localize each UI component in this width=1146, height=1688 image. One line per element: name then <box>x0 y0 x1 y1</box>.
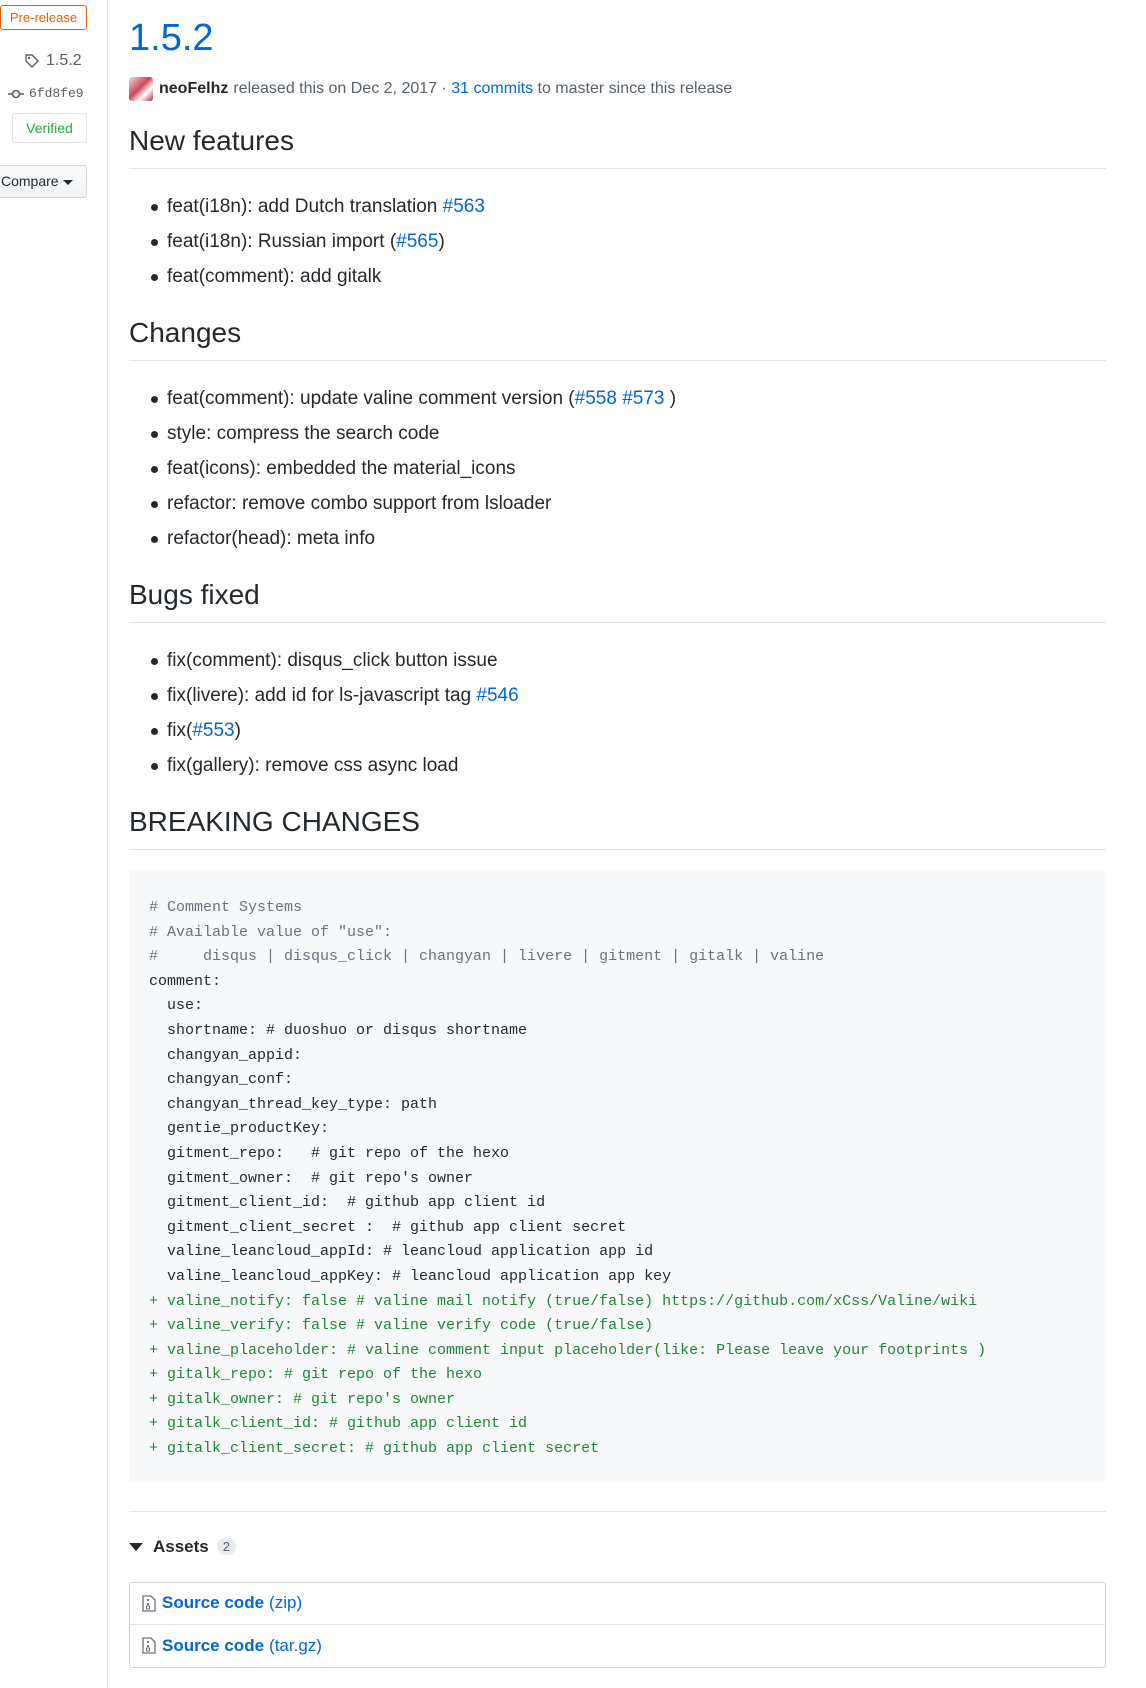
heading-new-features: New features <box>129 124 1106 169</box>
asset-name[interactable]: Source code <box>162 1635 265 1655</box>
author-link[interactable]: neoFelhz <box>159 80 229 97</box>
code-line: + gitalk_client_secret: # github app client secret <box>149 1440 600 1458</box>
list-item: feat(comment): add gitalk <box>129 259 1106 294</box>
code-line: comment: <box>149 972 222 990</box>
list-item: fix(gallery): remove css async load <box>129 748 1106 783</box>
code-line: gentie_productKey: <box>149 1120 330 1138</box>
code-line: gitment_repo: # git repo of the hexo <box>149 1144 510 1162</box>
new-features-list <box>129 189 1106 294</box>
release-byline <box>129 76 1106 102</box>
changes-list <box>129 381 1106 556</box>
code-line: gitment_client_secret : # github app client secret <box>149 1218 627 1236</box>
issue-link[interactable]: #553 <box>192 720 235 741</box>
since-text: to master since this release <box>537 80 733 97</box>
file-zip-icon <box>142 1595 156 1612</box>
code-line: changyan_conf: <box>149 1071 294 1089</box>
verified-badge[interactable]: Verified <box>12 113 87 143</box>
list-item: feat(icons): embedded the material_icons <box>129 451 1106 486</box>
assets-label: Assets <box>153 1536 209 1556</box>
asset-kind: (tar.gz) <box>269 1635 322 1655</box>
list-item: feat(comment): update valine comment version (#558 #573 ) <box>129 381 1106 416</box>
assets-list <box>129 1582 1106 1668</box>
code-line: + valine_verify: false # valine verify code (true/false) <box>149 1317 654 1335</box>
asset-row[interactable] <box>130 1625 1105 1667</box>
asset-name[interactable]: Source code <box>162 1593 265 1613</box>
code-line: use: <box>149 997 204 1015</box>
code-line: + valine_notify: false # valine mail notify (true/false) https://github.com/xCss/Valine/wiki <box>149 1292 978 1310</box>
issue-link[interactable]: #565 <box>396 231 439 252</box>
heading-changes: Changes <box>129 316 1106 361</box>
released-text: released this on Dec 2, 2017 · <box>233 80 447 97</box>
compare-label: Compare <box>1 173 59 189</box>
code-line: + valine_placeholder: # valine comment input placeholder(like: Please leave your footprints ) <box>149 1341 987 1359</box>
avatar[interactable] <box>129 77 153 101</box>
code-line: gitment_client_id: # github app client id <box>149 1194 546 1212</box>
triangle-down-icon <box>129 1543 143 1551</box>
code-line: # disqus | disqus_click | changyan | livere | gitment | gitalk | valine <box>149 948 825 966</box>
divider <box>129 1511 1106 1512</box>
asset-row[interactable] <box>130 1583 1105 1625</box>
code-line: changyan_appid: <box>149 1046 303 1064</box>
commit-icon <box>8 88 24 100</box>
code-line: + gitalk_client_id: # github app client id <box>149 1415 528 1433</box>
code-line: gitment_owner: # git repo's owner <box>149 1169 474 1187</box>
code-line: # Comment Systems <box>149 899 303 916</box>
code-line: # Available value of "use": <box>149 923 393 941</box>
issue-link[interactable]: #573 <box>622 388 665 409</box>
issue-link[interactable]: #563 <box>442 196 485 217</box>
issue-link[interactable]: #546 <box>476 685 519 706</box>
tag-label: 1.5.2 <box>46 52 82 69</box>
release-title[interactable]: 1.5.2 <box>129 17 214 59</box>
list-item: fix(#553) <box>129 713 1106 748</box>
list-item: fix(livere): add id for ls-javascript tag #546 <box>129 678 1106 713</box>
code-block <box>129 870 1106 1482</box>
asset-kind: (zip) <box>269 1593 303 1613</box>
heading-bugs-fixed: Bugs fixed <box>129 578 1106 623</box>
compare-button[interactable] <box>0 165 87 198</box>
list-item: style: compress the search code <box>129 416 1106 451</box>
list-item: refactor(head): meta info <box>129 521 1106 556</box>
list-item: feat(i18n): add Dutch translation #563 <box>129 189 1106 224</box>
list-item: feat(i18n): Russian import (#565) <box>129 224 1106 259</box>
code-line: valine_leancloud_appId: # leancloud application app id <box>149 1243 654 1261</box>
commit-link[interactable] <box>8 86 84 101</box>
assets-count: 2 <box>217 1538 236 1555</box>
caret-down-icon <box>63 180 73 185</box>
list-item: refactor: remove combo support from lsloader <box>129 486 1106 521</box>
release-main <box>129 0 1106 1668</box>
code-line: changyan_thread_key_type: path <box>149 1095 438 1113</box>
bugs-fixed-list <box>129 643 1106 783</box>
assets-toggle[interactable] <box>129 1534 1106 1560</box>
file-zip-icon <box>142 1637 156 1654</box>
pre-release-badge: Pre-release <box>0 5 87 30</box>
code-line: shortname: # duoshuo or disqus shortname <box>149 1021 528 1039</box>
tag-icon <box>24 53 40 69</box>
code-line: + gitalk_owner: # git repo's owner <box>149 1390 456 1408</box>
release-sidebar <box>0 0 108 1688</box>
commits-link[interactable]: 31 commits <box>451 80 534 97</box>
commit-sha: 6fd8fe9 <box>29 86 84 101</box>
code-line: valine_leancloud_appKey: # leancloud application app key <box>149 1267 672 1285</box>
list-item: fix(comment): disqus_click button issue <box>129 643 1106 678</box>
tag-link[interactable] <box>24 52 82 70</box>
heading-breaking-changes: BREAKING CHANGES <box>129 805 1106 850</box>
issue-link[interactable]: #558 <box>574 388 617 409</box>
code-line: + gitalk_repo: # git repo of the hexo <box>149 1366 483 1384</box>
